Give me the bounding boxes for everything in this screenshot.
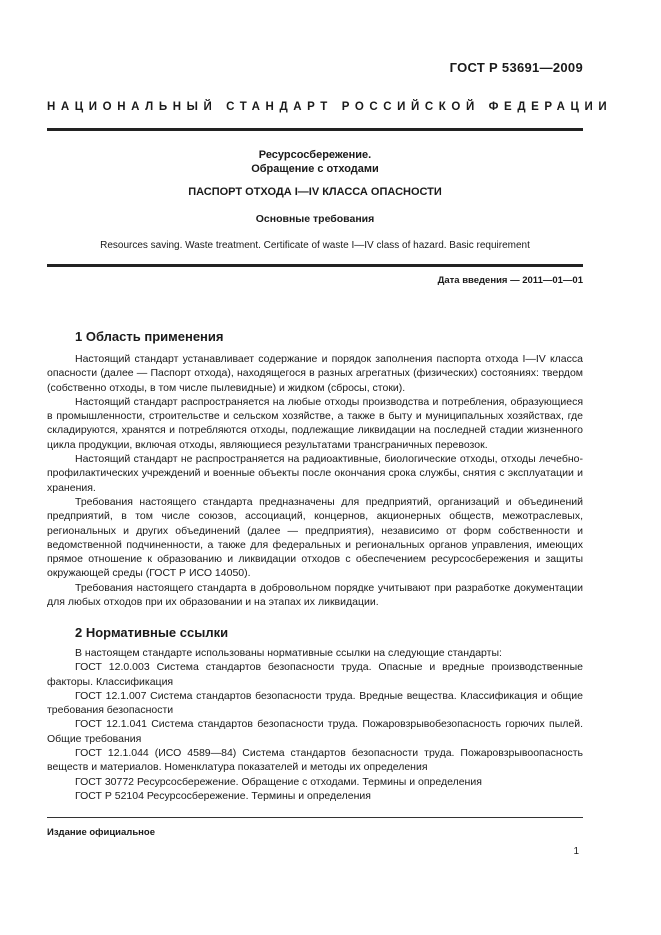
reference-item: ГОСТ 12.1.007 Система стандартов безопасности труда. Вредные вещества. Классификация и общие требования безопасности	[47, 689, 583, 717]
section-2-body	[47, 646, 583, 803]
reference-item: ГОСТ 12.1.044 (ИСО 4589—84) Система стандартов безопасности труда. Пожаровзрывоопасность веществ и материалов. Номенклатура показателей и методы их определения	[47, 747, 583, 774]
paragraph: Требования настоящего стандарта в добровольном порядке учитывают при разработке документации для любых отходов при их образовании и на этапах их ликвидации.	[47, 581, 583, 609]
standard-number: ГОСТ Р 53691—2009	[449, 60, 583, 75]
subtitle: Основные требования	[255, 213, 375, 225]
english-title: Resources saving. Waste treatment. Certificate of waste I—IV class of hazard. Basic requirement	[100, 240, 530, 251]
section-1-heading: 1 Область применения	[75, 329, 224, 344]
paragraph: В настоящем стандарте использованы нормативные ссылки на следующие стандарты:	[75, 647, 502, 659]
title-line-1: Ресурсосбережение.	[258, 149, 372, 161]
footer-divider	[47, 817, 583, 818]
edition-label: Издание официальное	[47, 827, 155, 838]
page-number: 1	[573, 846, 579, 857]
paragraph: Настоящий стандарт не распространяется на радиоактивные, биологические отходы, отходы лечебно-профилактических учреждений и военные объекты после окончания срока службы, снятия с эксплуатации и хранения.	[47, 453, 583, 494]
paragraph: Требования настоящего стандарта предназначены для предприятий, организаций и объединений предприятий, в том числе союзов, ассоциаций, концернов, акционерных обществ, межотраслевых, региональных и других объединений (далее — предприятия), независимо от форм собственности и ведомственной подчиненности, а также для федеральных и региональных органов управления, имеющих прямое отношение к образованию и ликвидации отходов с обеспечением ресурсосбережения и защиты окружающей среды (ГОСТ Р ИСО 14050).	[47, 495, 583, 580]
title-line-2: Обращение с отходами	[251, 163, 379, 175]
paragraph: Настоящий стандарт устанавливает содержание и порядок заполнения паспорта отхода I—IV класса опасности (далее — Паспорт отхода), находящегося в разных агрегатных (физических) состояниях: твердом (собственно отходы, в том числе пылевидные) и жидком (сбросы, стоки).	[47, 353, 583, 394]
section-2-heading: 2 Нормативные ссылки	[75, 625, 229, 640]
national-standard-title: НАЦИОНАЛЬНЫЙ СТАНДАРТ РОССИЙСКОЙ ФЕДЕРАЦИИ	[47, 101, 613, 113]
main-title: ПАСПОРТ ОТХОДА I—IV КЛАССА ОПАСНОСТИ	[188, 186, 442, 198]
title-divider	[47, 264, 583, 267]
reference-item: ГОСТ 12.1.041 Система стандартов безопасности труда. Пожаровзрывобезопасность горючих пылей. Общие требования	[47, 718, 583, 745]
top-divider	[47, 128, 583, 131]
paragraph: Настоящий стандарт распространяется на любые отходы производства и потребления, образующиеся в промышленности, строительстве и сельском хозяйстве, а также в быту и муниципальных хозяйствах, где складируются, хранятся и потребляются отходы, подлежащие ликвидации на последней стадии жизненного цикла продукции, включая отходы, являющиеся результатами трансграничных перевозок.	[47, 395, 583, 451]
reference-item: ГОСТ 30772 Ресурсосбережение. Обращение с отходами. Термины и определения	[75, 775, 482, 788]
reference-item: ГОСТ Р 52104 Ресурсосбережение. Термины и определения	[75, 789, 371, 802]
title-topic	[47, 148, 583, 176]
introduction-date: Дата введения — 2011—01—01	[437, 275, 583, 286]
reference-item: ГОСТ 12.0.003 Система стандартов безопасности труда. Опасные и вредные производственные факторы. Классификация	[47, 661, 583, 688]
section-1-body	[47, 352, 583, 609]
